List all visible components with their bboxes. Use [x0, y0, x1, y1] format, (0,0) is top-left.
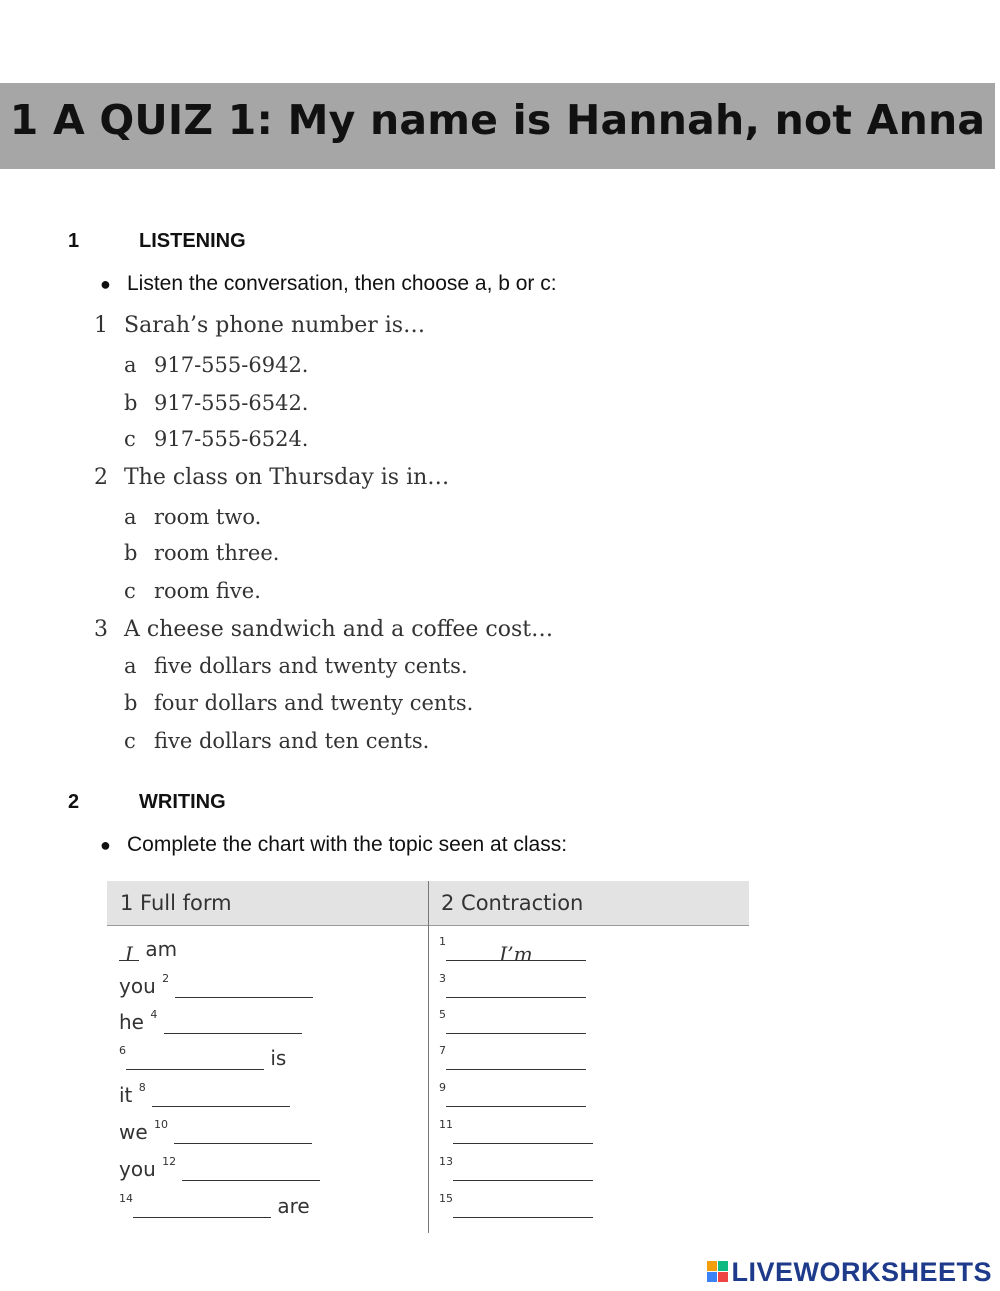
- answer-9-field[interactable]: [446, 1088, 586, 1107]
- section-1-number: 1: [68, 230, 80, 252]
- answer-2-field[interactable]: [175, 979, 313, 998]
- option-3b[interactable]: b four dollars and twenty cents.: [124, 691, 474, 715]
- liveworksheets-logo-icon: [707, 1261, 729, 1283]
- option-2a[interactable]: a room two.: [124, 505, 262, 529]
- contraction-chart: [107, 881, 749, 1233]
- answer-5-field[interactable]: [446, 1015, 586, 1034]
- contraction-row-7: 13: [439, 1157, 593, 1181]
- question-1: 1 Sarah’s phone number is…: [94, 313, 426, 338]
- section-2-instruction: ● Complete the chart with the topic seen at class:: [100, 833, 568, 856]
- answer-11-field[interactable]: [453, 1125, 593, 1144]
- contraction-row-2: 3: [439, 974, 586, 998]
- full-form-row-8: $^{14}$ are: [119, 1192, 310, 1218]
- full-form-row-5: it $^8$: [119, 1083, 290, 1107]
- section-1-title: LISTENING: [139, 230, 246, 252]
- option-3c[interactable]: c five dollars and ten cents.: [124, 729, 430, 753]
- answer-14-field[interactable]: [133, 1199, 271, 1218]
- chart-divider: [428, 881, 429, 1233]
- option-2b[interactable]: b room three.: [124, 541, 280, 565]
- answer-10-field[interactable]: [174, 1125, 312, 1144]
- contraction-row-5: 9: [439, 1083, 586, 1107]
- full-form-row-4: $^6$ is: [119, 1044, 287, 1070]
- answer-3-field[interactable]: [446, 979, 586, 998]
- full-form-row-2: you $^2$: [119, 974, 313, 998]
- full-form-row-3: he $^4$: [119, 1010, 302, 1034]
- full-form-row-7: you $^{12}$: [119, 1157, 320, 1181]
- section-2-title: WRITING: [139, 791, 226, 813]
- contraction-row-1: $^1$I’m: [439, 937, 586, 961]
- contraction-row-8: 15: [439, 1194, 593, 1218]
- option-1b[interactable]: b 917-555-6542.: [124, 391, 309, 415]
- option-2c[interactable]: c room five.: [124, 579, 261, 603]
- option-3a[interactable]: a five dollars and twenty cents.: [124, 654, 468, 678]
- contraction-row-6: 11: [439, 1120, 593, 1144]
- answer-12-field[interactable]: [182, 1162, 320, 1181]
- chart-header-full-form: 1 Full form: [120, 891, 232, 915]
- answer-6-field[interactable]: [126, 1051, 264, 1070]
- section-2-number: 2: [68, 791, 80, 813]
- answer-15-field[interactable]: [453, 1199, 593, 1218]
- full-form-row-1: I am: [119, 937, 177, 961]
- answer-7-field[interactable]: [446, 1051, 586, 1070]
- answer-13-field[interactable]: [453, 1162, 593, 1181]
- chart-header-contraction: 2 Contraction: [441, 891, 584, 915]
- option-1c[interactable]: c 917-555-6524.: [124, 427, 309, 451]
- contraction-row-4: 7: [439, 1046, 586, 1070]
- question-3: 3 A cheese sandwich and a coffee cost…: [94, 617, 554, 642]
- answer-4-field[interactable]: [164, 1015, 302, 1034]
- answer-1-field[interactable]: I’m: [446, 942, 586, 961]
- page-title: 1 A QUIZ 1: My name is Hannah, not Anna: [9, 96, 986, 144]
- liveworksheets-logo: LIVEWORKSHEETS: [707, 1257, 992, 1288]
- answer-8-field[interactable]: [152, 1088, 290, 1107]
- full-form-row-6: we $^{10}$: [119, 1120, 312, 1144]
- bullet-icon: ●: [100, 835, 111, 855]
- section-1-instruction: ● Listen the conversation, then choose a, b or c:: [100, 272, 557, 295]
- blank-1a: I: [119, 942, 139, 961]
- option-1a[interactable]: a 917-555-6942.: [124, 353, 309, 377]
- bullet-icon: ●: [100, 274, 111, 294]
- question-2: 2 The class on Thursday is in…: [94, 465, 450, 490]
- contraction-row-3: 5: [439, 1010, 586, 1034]
